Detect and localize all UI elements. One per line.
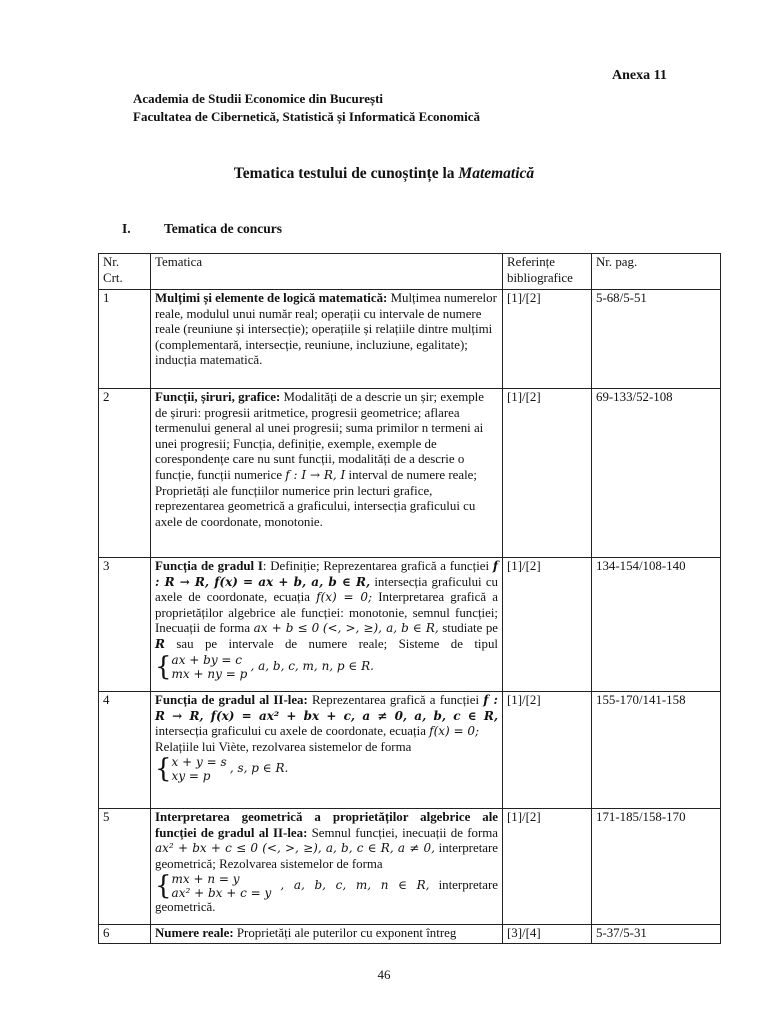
topics-table: [98, 253, 721, 944]
table-header-row: [99, 254, 721, 290]
row-pages: 134-154/108-140: [592, 558, 721, 692]
row-text: intersecția graficului cu axele de coordonate, ecuația: [155, 724, 426, 739]
table-row: [99, 290, 721, 389]
row-text: interval de numere reale; Proprietăți ale funcțiilor numerice prin lecturi grafice, reprezentarea geometrică a graficului, intersecția graficului cu axele de coordonate, monotonie.: [155, 467, 477, 529]
row-text: : Definiție; Reprezentarea grafică a funcției: [262, 559, 490, 573]
row-tematica: [151, 558, 503, 692]
institution-name: Academia de Studii Economice din București: [133, 91, 384, 106]
row-math: f(x) = 0;: [429, 724, 480, 739]
row-tematica: [151, 389, 503, 558]
left-brace: {: [155, 754, 172, 785]
row-math: , a, b, c, m, n ∈ R,: [280, 878, 430, 893]
row-nr: 3: [99, 558, 151, 692]
row-nr: 1: [99, 290, 151, 389]
row-pages: 69-133/52-108: [592, 389, 721, 558]
row-math: R: [155, 636, 165, 651]
header-nr-line2: Crt.: [103, 270, 123, 285]
system-line: mx + n = y: [171, 872, 240, 887]
table-row: [99, 692, 721, 809]
row-pages: 155-170/141-158: [592, 692, 721, 809]
row-text: Modalități de a descrie un șir; exemple de șiruri: progresii aritmetice, progresii geometrice; aflarea termenului general al unei progresii; suma primilor n termeni ai unei progresii; Funcția, definiție, exemple, exemple de corespondențe care nu sunt funcții, modalități de a descrie o funcție, funcții numerice: [155, 390, 484, 482]
table-row: [99, 809, 721, 925]
header-nr: [99, 254, 151, 290]
row-math: (<, >, ≥), a, b ∈ R,: [322, 621, 439, 636]
row-tematica: [151, 692, 503, 809]
row-text: interpretare geometrică.: [155, 878, 498, 915]
equation-system: [155, 872, 271, 900]
equation-system: [155, 653, 247, 681]
row-pages: 5-37/5-31: [592, 925, 721, 944]
header-nr-line1: Nr.: [103, 255, 120, 269]
system-line: xy = p: [171, 769, 211, 784]
row-heading: Funcția de gradul al II-lea:: [155, 693, 308, 707]
row-heading: Funcția de gradul I: [155, 559, 263, 573]
row-ref: [1]/[2]: [503, 558, 592, 692]
header-ref: [503, 254, 592, 290]
faculty-name: Facultatea de Cibernetică, Statistică și Informatică Economică: [133, 109, 480, 124]
row-text: Semnul funcției, inecuații de forma: [311, 825, 498, 840]
row-nr: 6: [99, 925, 151, 944]
row-ref: [1]/[2]: [503, 692, 592, 809]
system-line: mx + ny = p: [171, 666, 248, 681]
page-number: 46: [377, 967, 391, 982]
row-heading: Mulțimi și elemente de logică matematică:: [155, 291, 388, 305]
row-ref: [1]/[2]: [503, 290, 592, 389]
row-math: f : I → R, I: [285, 467, 346, 482]
row-nr: 2: [99, 389, 151, 558]
row-text: Relațiile lui Viète, rezolvarea sistemelor de forma: [155, 739, 412, 754]
row-pages: 171-185/158-170: [592, 809, 721, 925]
row-ref: [1]/[2]: [503, 809, 592, 925]
row-ref: [1]/[2]: [503, 389, 592, 558]
header-ref-line1: Referințe: [507, 255, 555, 269]
title-subject: Matematică: [458, 165, 535, 182]
section-title: Tematica de concurs: [164, 221, 282, 236]
row-math: f(x) = 0;: [316, 590, 373, 605]
row-pages: 5-68/5-51: [592, 290, 721, 389]
row-text: Interpretarea grafică a proprietăților algebrice ale funcției: monotonie, semnul funcției; Inecuații de forma: [155, 590, 498, 636]
document-title: [0, 165, 768, 183]
header-ref-line2: bibliografice: [507, 270, 573, 285]
row-ref: [3]/[4]: [503, 925, 592, 944]
row-text: interpretare geometrică; Rezolvarea sistemelor de forma: [155, 841, 499, 871]
header-pag: Nr. pag.: [592, 254, 721, 290]
row-math: , a, b, c, m, n, p ∈ R.: [250, 658, 374, 673]
row-text: intersecția graficului cu axele de coordonate, ecuația: [155, 574, 498, 605]
row-tematica: [151, 925, 503, 944]
row-heading: Numere reale:: [155, 926, 234, 940]
row-math: f : R → R, f(x) = ax² + bx + c, a ≠ 0, a, b, c ∈ R,: [155, 693, 498, 723]
table-row: [99, 558, 721, 692]
row-heading: Interpretarea geometrică a proprietăților algebrice ale funcției de gradul al II-lea:: [155, 810, 498, 840]
row-math: ax + b ≤ 0: [253, 621, 320, 636]
row-text: studiate pe: [442, 621, 499, 636]
system-line: ax² + bx + c = y: [171, 886, 272, 901]
system-line: x + y = s: [171, 755, 227, 770]
row-tematica: [151, 290, 503, 389]
left-brace: {: [155, 871, 172, 902]
equation-system: [155, 755, 227, 783]
left-brace: {: [155, 651, 172, 682]
annex-label: Anexa 11: [612, 68, 667, 83]
title-prefix: Tematica testului de cunoștințe la: [233, 165, 455, 182]
row-math: f : R → R, f(x) = ax + b, a, b ∈ R,: [155, 559, 498, 589]
row-text: Mulțimea numerelor reale, modulul unui număr real; operații cu intervale de numere reale (reuniune și intersecție); operațiile și relațiile dintre mulțimi (complementară, intersecție, reuniune, incluziune, egalitate); inducția matematică.: [155, 291, 497, 368]
row-text: sau pe intervale de numere reale; Sisteme de tipul: [176, 636, 498, 651]
row-text: Reprezentarea grafică a funcției: [311, 693, 480, 707]
row-math: , s, p ∈ R.: [229, 761, 289, 776]
row-tematica: [151, 809, 503, 925]
row-heading: Funcții, șiruri, grafice:: [155, 390, 281, 404]
section-number: I.: [122, 221, 131, 236]
row-math: ax² + bx + c ≤ 0 (<, >, ≥), a, b, c ∈ R, a ≠ 0,: [155, 841, 435, 856]
table-row: [99, 389, 721, 558]
row-text: Proprietăți ale puterilor cu exponent întreg: [236, 926, 457, 940]
system-line: ax + by = c: [171, 652, 243, 667]
table-row: [99, 925, 721, 944]
header-tematica: Tematica: [151, 254, 503, 290]
row-nr: 5: [99, 809, 151, 925]
row-nr: 4: [99, 692, 151, 809]
